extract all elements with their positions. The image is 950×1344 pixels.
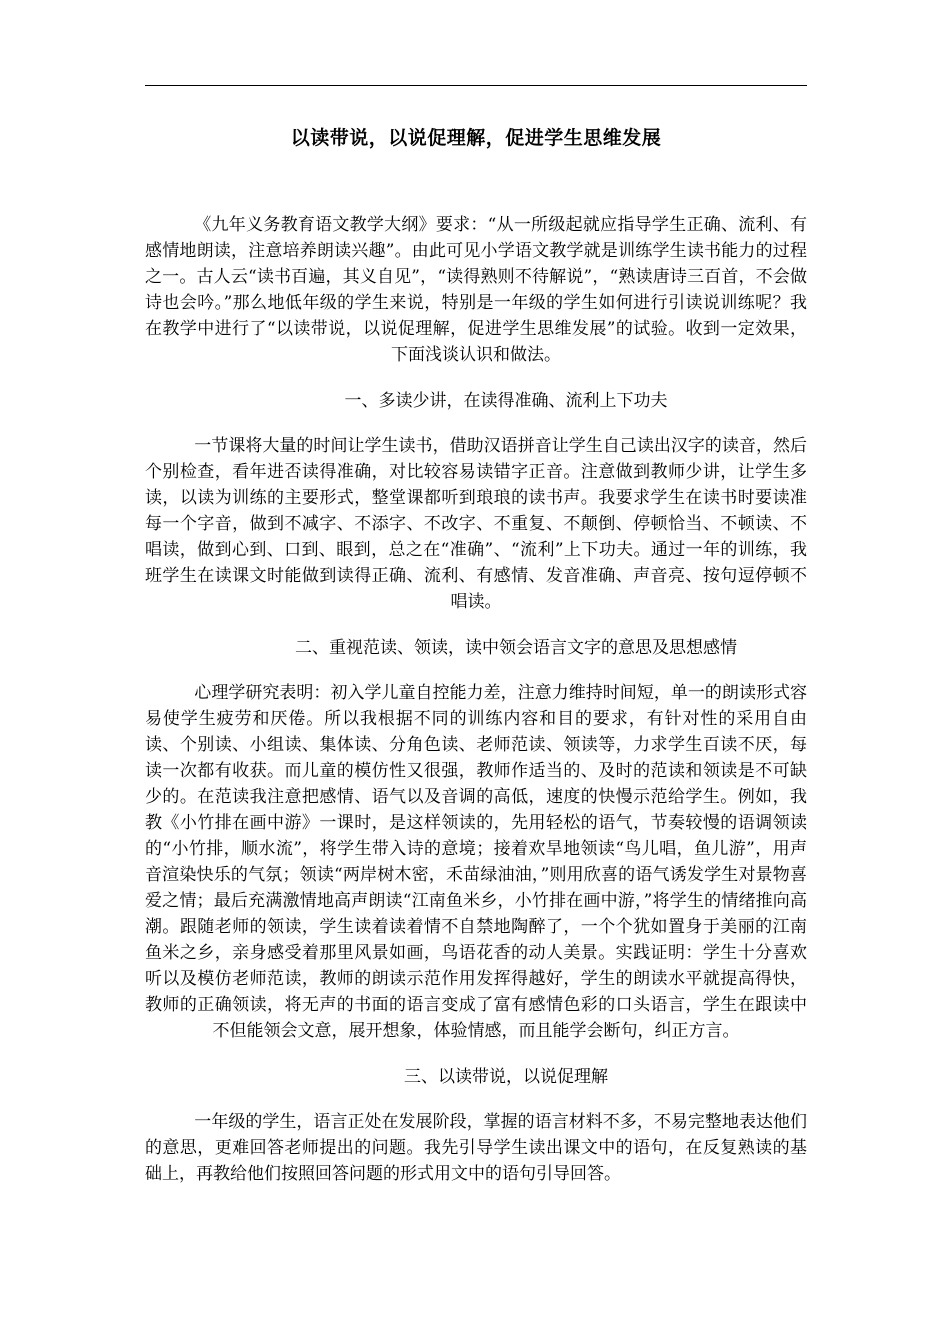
section-3-paragraph: 一年级的学生，语言正处在发展阶段，掌握的语言材料不多，不易完整地表达他们的意思，更难回答老师提出的问题。我先引导学生读出课文中的语句，在反复熟读的基础上，再教给他们按照回答问题的形式用文中的语句引导回答。 <box>145 1112 807 1184</box>
section-2-paragraph: 心理学研究表明：初入学儿童自控能力差，注意力维持时间短，单一的朗读形式容易使学生疲劳和厌倦。所以我根据不同的训练内容和目的要求，有针对性的采用自由读、个别读、小组读、集体读、分角色读、老师范读、领读等，力求学生百读不厌，每读一次都有收获。而儿童的模仿性又很强，教师作适当的、及时的范读和领读是不可缺少的。在范读我注意把感情、语气以及音调的高低，速度的快慢示范给学生。例如，我教《小竹排在画中游》一课时，是这样领读的，先用轻松的语气，节奏较慢的语调领读的“小竹排，顺水流”，将学生带入诗的意境；接着欢旱地领读“鸟儿唱，鱼儿游”，用声音渲染快乐的气氛；领读“两岸树木密，禾苗绿油油，”则用欣喜的语气诱发学生对景物喜爱之情；最后充满激情地高声朗读“江南鱼米乡，小竹排在画中游，”将学生的情绪推向高潮。跟随老师的领读，学生读着读着情不自禁地陶醉了，一个个犹如置身于美丽的江南鱼米之乡，亲身感受着那里风景如画，鸟语花香的动人美景。实践证明：学生十分喜欢听以及模仿老师范读，教师的朗读示范作用发挥得越好，学生的朗读水平就提高得快，教师的正确领读，将无声的书面的语言变成了富有感情色彩的口头语言，学生在跟读中不但能领会文意，展开想象，体验情感，而且能学会断句，纠正方言。 <box>145 683 807 1041</box>
document-body <box>145 212 807 1187</box>
document-title: 以读带说，以说促理解，促进学生思维发展 <box>290 127 662 149</box>
section-heading-1: 一、多读少讲，在读得准确、流利上下功夫 <box>344 391 668 411</box>
section-1-paragraph: 一节课将大量的时间让学生读书，借助汉语拼音让学生自己读出汉字的读音，然后个别检查，看年进否读得准确，对比较容易读错字正音。注意做到教师少讲，让学生多读，以读为训练的主要形式，整堂课都听到琅琅的读书声。我要求学生在读书时要读准每一个字音，做到不减字、不添字、不改字、不重复、不颠倒、停顿恰当、不顿读、不唱读，做到心到、口到、眼到，总之在“准确”、“流利”上下功夫。通过一年的训练，我班学生在读课文时能做到读得正确、流利、有感情、发音准确、声音亮、按句逗停顿不唱读。 <box>145 436 807 612</box>
section-heading-2: 二、重视范读、领读，读中领会语言文字的意思及思想感情 <box>295 638 737 658</box>
intro-paragraph: 《九年义务教育语文教学大纲》要求：“从一所级起就应指导学生正确、流利、有感情地朗读，注意培养朗读兴趣”。由此可见小学语文教学就是训练学生读书能力的过程之一。古人云“读书百遍，其义自见”，“读得熟则不待解说”，“熟读唐诗三百首，不会做诗也会吟。”那么地低年级的学生来说，特别是一年级的学生如何进行引读说训练呢？我在教学中进行了“以读带说，以说促理解，促进学生思维发展”的试验。收到一定效果，下面浅谈认识和做法。 <box>145 215 807 365</box>
header-rule <box>145 85 807 86</box>
section-heading-3: 三、以读带说，以说促理解 <box>404 1067 608 1087</box>
